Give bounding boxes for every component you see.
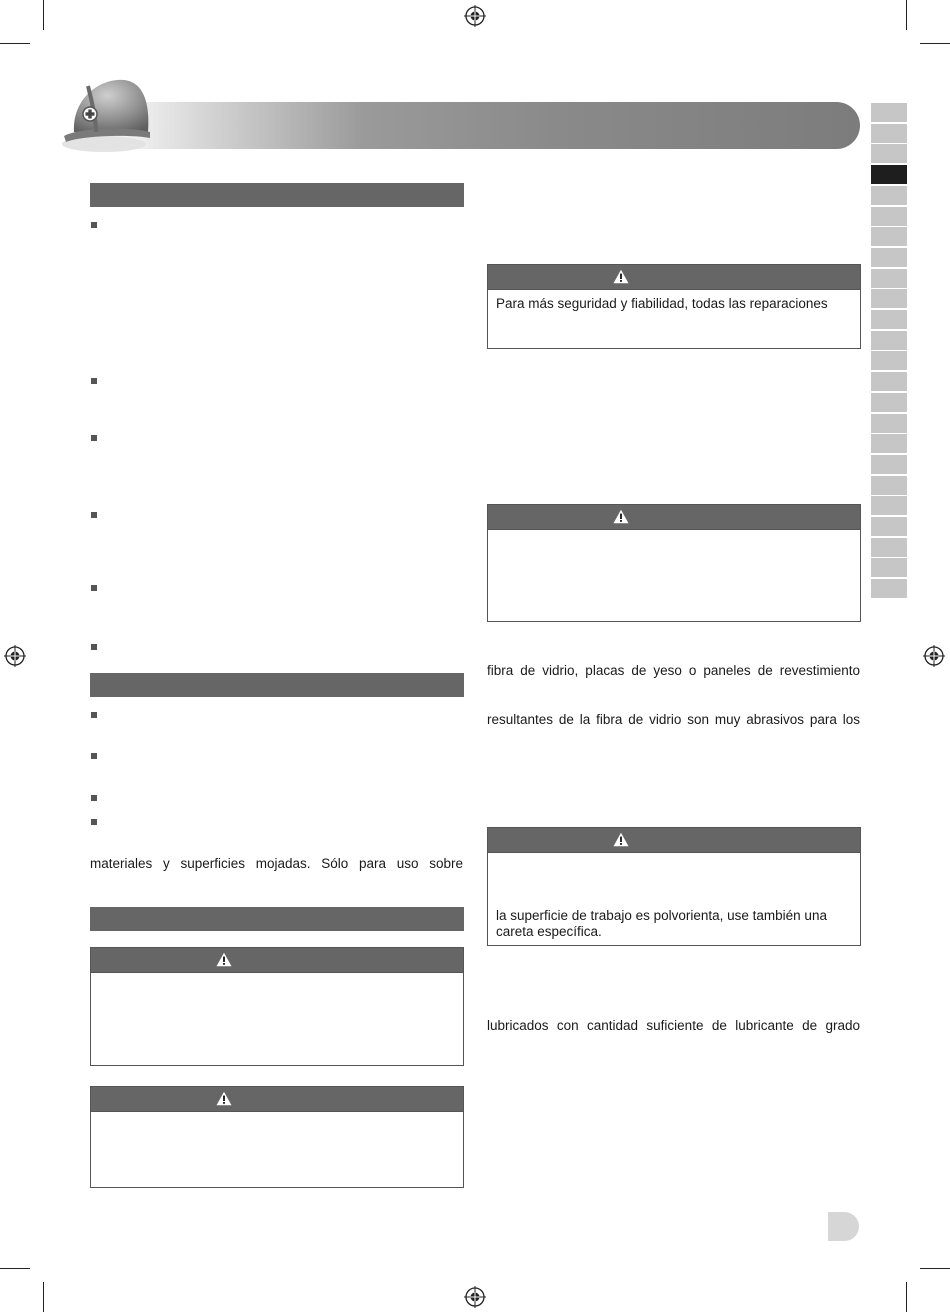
side-tab [871,455,907,474]
header-band [96,102,860,149]
side-tab [871,517,907,536]
side-tab [871,207,907,226]
section-bar [90,183,464,207]
crop-mark [43,0,44,30]
crop-mark [906,0,907,30]
square-bullet-icon [91,222,97,228]
warning-box-text: la superficie de trabajo es polvorienta, use también una [496,908,827,923]
warning-box [487,504,861,622]
square-bullet-icon [91,795,97,801]
side-tab [871,558,907,577]
square-bullet-icon [91,378,97,384]
side-tab-active [871,165,907,184]
side-tab [871,186,907,205]
registration-mark-icon [464,5,486,27]
side-tab [871,538,907,557]
page-number-tab [828,1212,859,1241]
section-bar [90,907,464,931]
warning-box [90,1086,464,1188]
side-tab [871,144,907,163]
square-bullet-icon [91,819,97,825]
registration-mark-icon [464,1286,486,1308]
square-bullet-icon [91,753,97,759]
section-bar [90,673,464,697]
warning-triangle-icon [613,269,629,284]
side-tab [871,393,907,412]
crop-mark [920,43,950,44]
warning-box [487,827,861,946]
side-tab [871,331,907,350]
warning-box-text: Para más seguridad y fiabilidad, todas las reparaciones [496,296,828,311]
warning-triangle-icon [216,1091,232,1106]
square-bullet-icon [91,585,97,591]
square-bullet-icon [91,712,97,718]
square-bullet-icon [91,435,97,441]
warning-box-header [488,505,860,530]
body-text-line: resultantes de la fibra de vidrio son muy abrasivos para los [487,712,860,727]
side-tab [871,579,907,598]
warning-box [90,947,464,1066]
crop-mark [920,1268,950,1269]
side-tab [871,434,907,453]
registration-mark-icon [923,645,945,667]
body-text-line: fibra de vidrio, placas de yeso o paneles de revestimiento [487,663,860,678]
side-tab [871,476,907,495]
warning-triangle-icon [613,509,629,524]
side-tab [871,269,907,288]
warning-box-header [91,948,463,973]
side-tab [871,227,907,246]
side-tab [871,310,907,329]
crop-mark [0,43,30,44]
side-tab [871,372,907,391]
square-bullet-icon [91,512,97,518]
side-tab [871,103,907,122]
warning-box [487,264,861,349]
crop-mark [906,1282,907,1312]
warning-box-text: careta específica. [496,924,602,939]
side-tab [871,124,907,143]
crop-mark [43,1282,44,1312]
warning-triangle-icon [613,832,629,847]
warning-box-header [488,265,860,290]
warning-triangle-icon [216,952,232,967]
side-tab [871,414,907,433]
side-tab [871,289,907,308]
body-text-line: lubricados con cantidad suficiente de lubricante de grado [487,1018,860,1033]
warning-box-header [91,1087,463,1112]
warning-box-header [488,828,860,853]
square-bullet-icon [91,644,97,650]
side-tab [871,496,907,515]
helmet-icon [58,70,158,156]
body-text-line: materiales y superficies mojadas. Sólo para uso sobre [90,856,463,871]
side-tab [871,351,907,370]
crop-mark [0,1268,30,1269]
side-tab [871,248,907,267]
registration-mark-icon [4,645,26,667]
